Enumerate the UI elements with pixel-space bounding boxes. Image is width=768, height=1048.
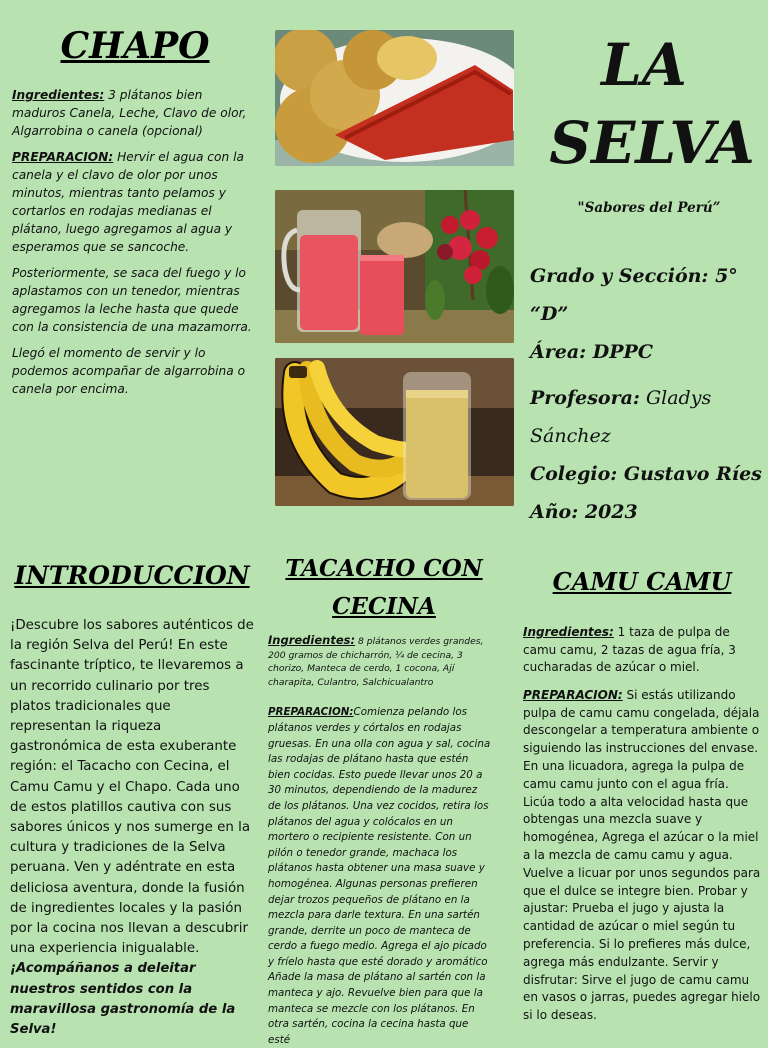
cover-school-value: Gustavo Ríes xyxy=(617,463,762,485)
chapo-paragraph-2: Posteriormente, se saca del fuego y lo aplastamos con un tenedor, mientras agregamos la leche hasta que quede con la consistencia de una mazamorra. xyxy=(12,266,252,334)
tacacho-ingredients-text: 8 plátanos verdes grandes, 200 gramos de chicharrón, ¼ de cecina, 3 chorizo, Manteca de cerdo, 1 cocona, Ají charapita, Culantro, Salchicualantro xyxy=(268,636,484,688)
chapo-title: CHAPO xyxy=(60,25,210,67)
chapo-preparation-label: PREPARACION: xyxy=(12,150,114,164)
camu-illustration xyxy=(275,190,514,343)
tacacho-title-line1: TACACHO CON xyxy=(285,555,483,582)
tacacho-preparation-label: PREPARACION: xyxy=(268,706,354,719)
intro-text: ¡Descubre los sabores auténticos de la región Selva del Perú! En este fascinante tríptico, te llevaremos a un recorrido culinario por tres platos tradicionales que representan la riqueza gastronómica de esta exuberante región: el Tacacho con Cecina, el Camu Camu y el Chapo. Cada uno de estos platillos cautiva con sus sabores únicos y nos sumerge en la cultura y tradiciones de la Selva peruana. Ven y adéntrate en esta deliciosa aventura, donde la fusión de ingredientes locales y la pasión por la cocina nos llevan a descubrir una experiencia inigualable. xyxy=(10,618,254,957)
chapo-preparation-text: Hervir el agua con la canela y el clavo de olor por unos minutos, mientras tanto pelamos y cortarlos en rodajas medianas el plátano, luego agregamos al agua y esperamos que se sancoche. xyxy=(12,150,244,254)
cover-teacher xyxy=(530,379,766,417)
cover-teacher-value-1: Gladys xyxy=(639,387,712,409)
tacacho-section xyxy=(268,550,492,1048)
cover-area xyxy=(530,333,766,371)
camu-preparation-label: PREPARACION: xyxy=(523,687,623,702)
camu-juice-photo xyxy=(275,190,514,343)
cover-grade xyxy=(530,257,766,333)
camu-ingredients xyxy=(523,624,761,677)
tacacho-ingredients xyxy=(268,634,492,689)
cover-title-line2: SELVA xyxy=(549,109,755,177)
camu-section xyxy=(523,562,761,1025)
cover-school-label: Colegio: xyxy=(530,463,618,485)
cover-area-label: Área: xyxy=(530,341,587,363)
tacacho-preparation xyxy=(268,705,492,1048)
cover-year xyxy=(530,493,766,531)
chapo-section xyxy=(12,22,258,406)
camu-ingredients-text: 1 taza de pulpa de camu camu, 2 tazas de agua fría, 3 cucharadas de azúcar o miel. xyxy=(523,625,736,675)
cover-year-value: 2023 xyxy=(578,501,638,523)
intro-closing: ¡Acompáñanos a deleitar nuestros sentidos con la maravillosa gastronomía de la Selva! xyxy=(10,961,236,1038)
camu-title: CAMU CAMU xyxy=(552,567,732,596)
intro-title: INTRODUCCION xyxy=(14,561,250,590)
cover-grade-value: 5° “D” xyxy=(530,265,738,325)
tacacho-title-line2: CECINA xyxy=(332,593,436,620)
cover-teacher-surname: Sánchez xyxy=(530,425,611,447)
tacacho-photo xyxy=(275,30,514,166)
camu-preparation-text: Si estás utilizando pulpa de camu camu congelada, déjala descongelar a temperatura ambiente o siguiendo las instrucciones del envase. En una licuadora, agrega la pulpa de camu camu junto con el agua fría. Licúa todo a alta velocidad hasta que obtengas una mezcla suave y homogénea, Agrega el azúcar o la miel a la mezcla de camu camu y agua. Vuelve a licuar por unos segundos para que el dulce se integre bien. Probar y ajustar: Prueba el jugo y ajusta la cantidad de azúcar o miel según tu preferencia. Si lo prefieres más dulce, agrega más endulzante. Servir y disfrutar: Sirve el jugo de camu camu en vasos o jarras, puedes agregar hielo si lo deseas. xyxy=(523,687,761,1023)
tacacho-illustration xyxy=(275,30,514,166)
chapo-illustration xyxy=(275,358,514,506)
tacacho-preparation-text: Comienza pelando los plátanos verdes y córtalos en rodajas gruesas. En una olla con agua y sal, cocina las rodajas de plátano hasta que estén bien cocidas. Esto puede llevar unos 20 a 30 minutos, dependiendo de la madurez de los plátanos. Una vez cocidos, retira los plátanos del agua y colócalos en un mortero o recipiente resistente. Con un pilón o tenedor grande, machaca los plátanos hasta obtener una masa suave y homogénea. Algunas personas prefieren dejar trozos pequeños de plátano en la mezcla para darle textura. En una sartén grande, derrite un poco de manteca de cerdo a fuego medio. Agrega el ajo picado y fríelo hasta que esté dorado y aromático Añade la masa de plátano al sartén con la manteca y ajo. Revuelve bien para que la manteca se mezcle con los plátanos. En otra sartén, cocina la cecina hasta que esté xyxy=(268,706,491,1046)
chapo-ingredients-text: 3 plátanos bien maduros Canela, Leche, Clavo de olor, Algarrobina o canela (opcional) xyxy=(12,88,247,138)
cover-teacher-label: Profesora: xyxy=(530,387,640,409)
cover-grade-label: Grado y Sección: xyxy=(530,265,709,287)
cover-section xyxy=(526,30,762,216)
chapo-ingredients xyxy=(12,86,258,140)
cover-year-label: Año: xyxy=(530,501,579,523)
camu-preparation xyxy=(523,687,761,1025)
chapo-paragraph-3: Llegó el momento de servir y lo podemos acompañar de algarrobina o canela por encima. xyxy=(12,346,246,396)
cover-school xyxy=(530,455,766,493)
intro-section xyxy=(10,556,254,1040)
cover-area-value: DPPC xyxy=(586,341,653,363)
cover-subtitle: "Sabores del Perú” xyxy=(577,200,721,216)
cover-info xyxy=(530,257,766,531)
chapo-ingredients-label: Ingredientes: xyxy=(12,88,105,102)
chapo-preparation xyxy=(12,148,258,256)
camu-ingredients-label: Ingredientes: xyxy=(523,625,614,639)
chapo-photo xyxy=(275,358,514,506)
cover-title-line1: LA xyxy=(601,31,687,99)
tacacho-ingredients-label: Ingredientes: xyxy=(268,633,356,647)
